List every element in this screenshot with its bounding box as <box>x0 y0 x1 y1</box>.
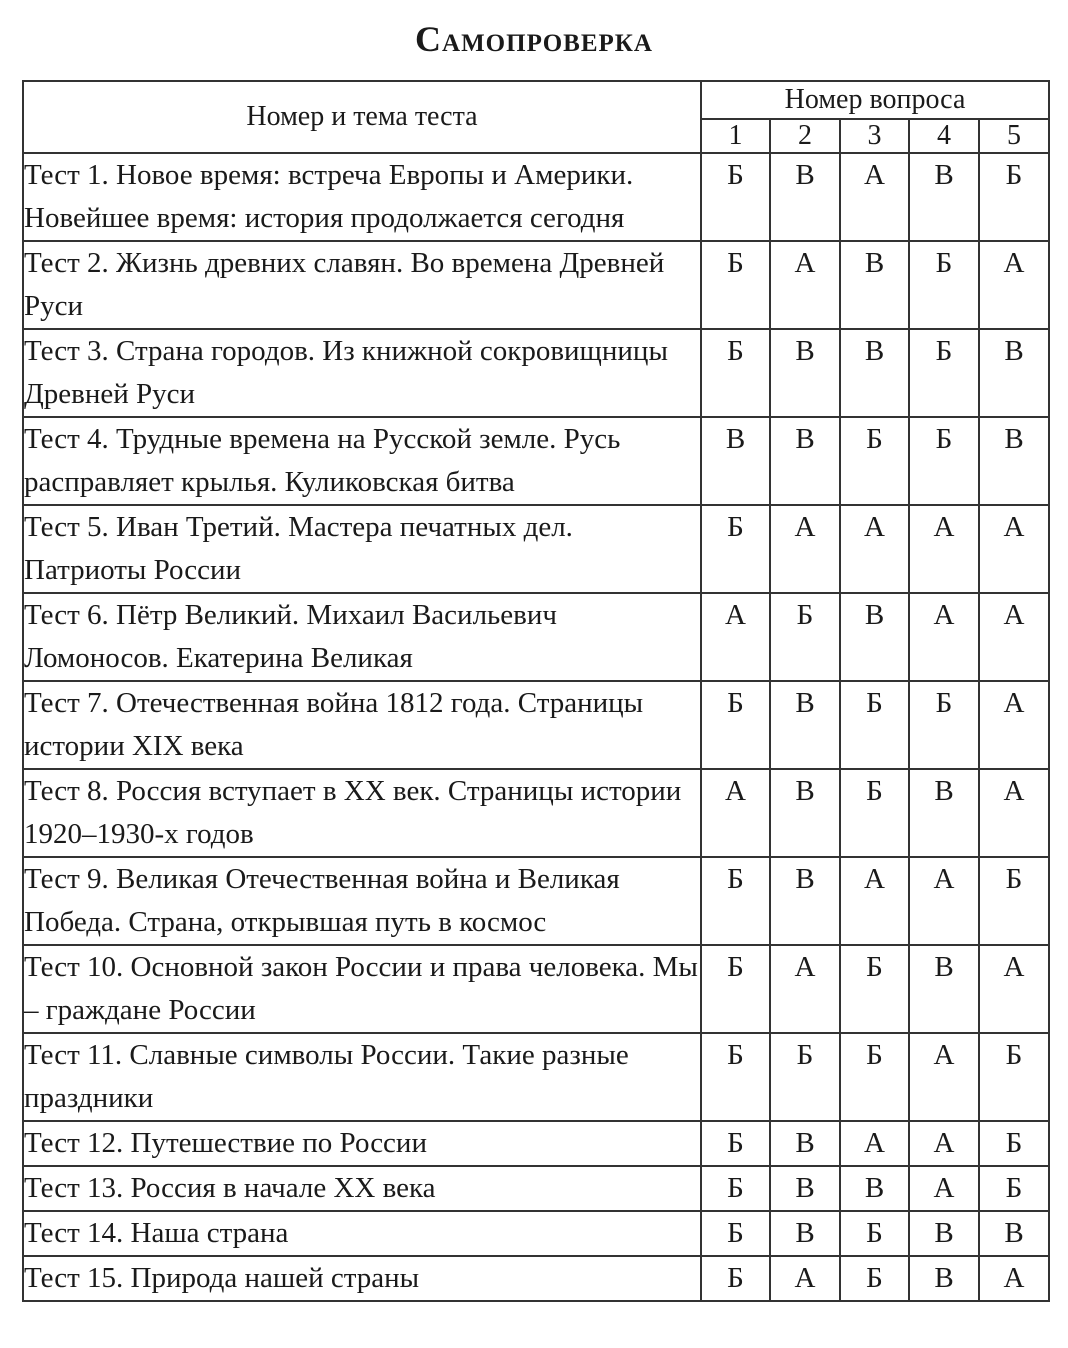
topic-column-header: Номер и тема теста <box>23 81 701 153</box>
answers-table <box>22 80 1050 1302</box>
table-row <box>23 593 1049 681</box>
answer-cell: Б <box>701 945 770 1033</box>
answer-cell: А <box>770 945 840 1033</box>
test-topic-cell: Тест 11. Славные символы России. Такие разные праздники <box>23 1033 701 1121</box>
answer-cell: В <box>770 857 840 945</box>
answer-cell: А <box>909 505 979 593</box>
test-topic-cell: Тест 7. Отечественная война 1812 года. Страницы истории XIX века <box>23 681 701 769</box>
answer-cell: А <box>770 1256 840 1301</box>
answer-cell: Б <box>770 1033 840 1121</box>
table-header <box>23 81 1049 153</box>
table-row <box>23 241 1049 329</box>
test-topic-cell: Тест 6. Пётр Великий. Михаил Васильевич Ломоносов. Екатерина Великая <box>23 593 701 681</box>
table-row <box>23 329 1049 417</box>
answer-cell: В <box>701 417 770 505</box>
test-topic-cell: Тест 2. Жизнь древних славян. Во времена Древней Руси <box>23 241 701 329</box>
answer-cell: А <box>840 153 909 241</box>
table-row <box>23 769 1049 857</box>
answer-cell: Б <box>840 1256 909 1301</box>
answer-cell: В <box>979 417 1049 505</box>
test-topic-cell: Тест 12. Путешествие по России <box>23 1121 701 1166</box>
answer-cell: В <box>770 1121 840 1166</box>
question-column-header: 1 <box>701 119 770 153</box>
test-topic-cell: Тест 9. Великая Отечественная война и Великая Победа. Страна, открывшая путь в космос <box>23 857 701 945</box>
question-column-header: 3 <box>840 119 909 153</box>
answer-cell: А <box>979 945 1049 1033</box>
table-row <box>23 153 1049 241</box>
answer-cell: А <box>770 505 840 593</box>
test-topic-cell: Тест 8. Россия вступает в XX век. Страницы истории 1920–1930-х годов <box>23 769 701 857</box>
question-column-header: 2 <box>770 119 840 153</box>
answer-cell: В <box>770 681 840 769</box>
answer-cell: Б <box>979 1166 1049 1211</box>
test-topic-cell: Тест 3. Страна городов. Из книжной сокровищницы Древней Руси <box>23 329 701 417</box>
answer-cell: Б <box>979 153 1049 241</box>
answer-cell: А <box>701 769 770 857</box>
answer-cell: А <box>979 769 1049 857</box>
test-topic-cell: Тест 1. Новое время: встреча Европы и Америки. Новейшее время: история продолжается сегодня <box>23 153 701 241</box>
answer-cell: Б <box>770 593 840 681</box>
answer-cell: Б <box>701 681 770 769</box>
answer-cell: В <box>840 241 909 329</box>
table-row <box>23 1121 1049 1166</box>
test-topic-cell: Тест 4. Трудные времена на Русской земле. Русь расправляет крылья. Куликовская битва <box>23 417 701 505</box>
answer-cell: Б <box>840 769 909 857</box>
table-row <box>23 417 1049 505</box>
answer-cell: В <box>770 329 840 417</box>
answer-cell: Б <box>701 241 770 329</box>
question-number-header: Номер вопроса <box>701 81 1049 119</box>
answer-cell: Б <box>701 153 770 241</box>
page-title: Самопроверка <box>415 19 653 59</box>
test-topic-cell: Тест 14. Наша страна <box>23 1211 701 1256</box>
answer-cell: Б <box>701 329 770 417</box>
table-row <box>23 1211 1049 1256</box>
answer-cell: В <box>909 945 979 1033</box>
table-row <box>23 1033 1049 1121</box>
answer-cell: Б <box>701 1256 770 1301</box>
answer-cell: В <box>840 593 909 681</box>
answer-cell: Б <box>840 417 909 505</box>
test-topic-cell: Тест 13. Россия в начале XX века <box>23 1166 701 1211</box>
answer-cell: В <box>770 417 840 505</box>
table-row <box>23 681 1049 769</box>
answer-cell: Б <box>909 417 979 505</box>
answer-cell: А <box>909 857 979 945</box>
answer-cell: Б <box>701 857 770 945</box>
answer-cell: А <box>840 857 909 945</box>
answer-cell: Б <box>909 681 979 769</box>
answer-cell: В <box>840 329 909 417</box>
answer-cell: В <box>909 1211 979 1256</box>
answer-cell: А <box>979 505 1049 593</box>
question-column-header: 5 <box>979 119 1049 153</box>
answer-cell: Б <box>701 1121 770 1166</box>
table-row <box>23 1256 1049 1301</box>
answer-cell: А <box>979 681 1049 769</box>
answer-cell: А <box>840 505 909 593</box>
answer-cell: Б <box>979 1121 1049 1166</box>
answer-cell: А <box>909 593 979 681</box>
test-topic-cell: Тест 5. Иван Третий. Мастера печатных дел. Патриоты России <box>23 505 701 593</box>
table-row <box>23 945 1049 1033</box>
answer-cell: А <box>840 1121 909 1166</box>
answer-cell: А <box>909 1033 979 1121</box>
answer-cell: В <box>770 153 840 241</box>
answer-cell: Б <box>840 1033 909 1121</box>
answer-cell: В <box>770 1211 840 1256</box>
answer-cell: Б <box>979 857 1049 945</box>
test-topic-cell: Тест 15. Природа нашей страны <box>23 1256 701 1301</box>
answer-cell: А <box>979 1256 1049 1301</box>
answer-cell: А <box>770 241 840 329</box>
table-row <box>23 857 1049 945</box>
answer-cell: Б <box>909 241 979 329</box>
answer-cell: А <box>979 593 1049 681</box>
answer-cell: Б <box>840 1211 909 1256</box>
table-body <box>23 153 1049 1301</box>
answer-cell: В <box>840 1166 909 1211</box>
answer-cell: Б <box>909 329 979 417</box>
answer-cell: А <box>909 1121 979 1166</box>
answer-cell: В <box>770 1166 840 1211</box>
answer-cell: Б <box>701 1033 770 1121</box>
answer-cell: В <box>909 769 979 857</box>
answer-cell: Б <box>840 681 909 769</box>
answer-cell: Б <box>979 1033 1049 1121</box>
answer-cell: А <box>979 241 1049 329</box>
answer-cell: В <box>909 1256 979 1301</box>
question-column-header: 4 <box>909 119 979 153</box>
table-row <box>23 1166 1049 1211</box>
answer-cell: Б <box>701 505 770 593</box>
answer-cell: В <box>770 769 840 857</box>
answer-cell: В <box>979 1211 1049 1256</box>
answer-cell: Б <box>701 1211 770 1256</box>
answer-cell: В <box>909 153 979 241</box>
test-topic-cell: Тест 10. Основной закон России и права человека. Мы – граждане России <box>23 945 701 1033</box>
answer-cell: Б <box>701 1166 770 1211</box>
table-row <box>23 505 1049 593</box>
answer-cell: В <box>979 329 1049 417</box>
answer-cell: А <box>701 593 770 681</box>
answer-cell: Б <box>840 945 909 1033</box>
answer-cell: А <box>909 1166 979 1211</box>
